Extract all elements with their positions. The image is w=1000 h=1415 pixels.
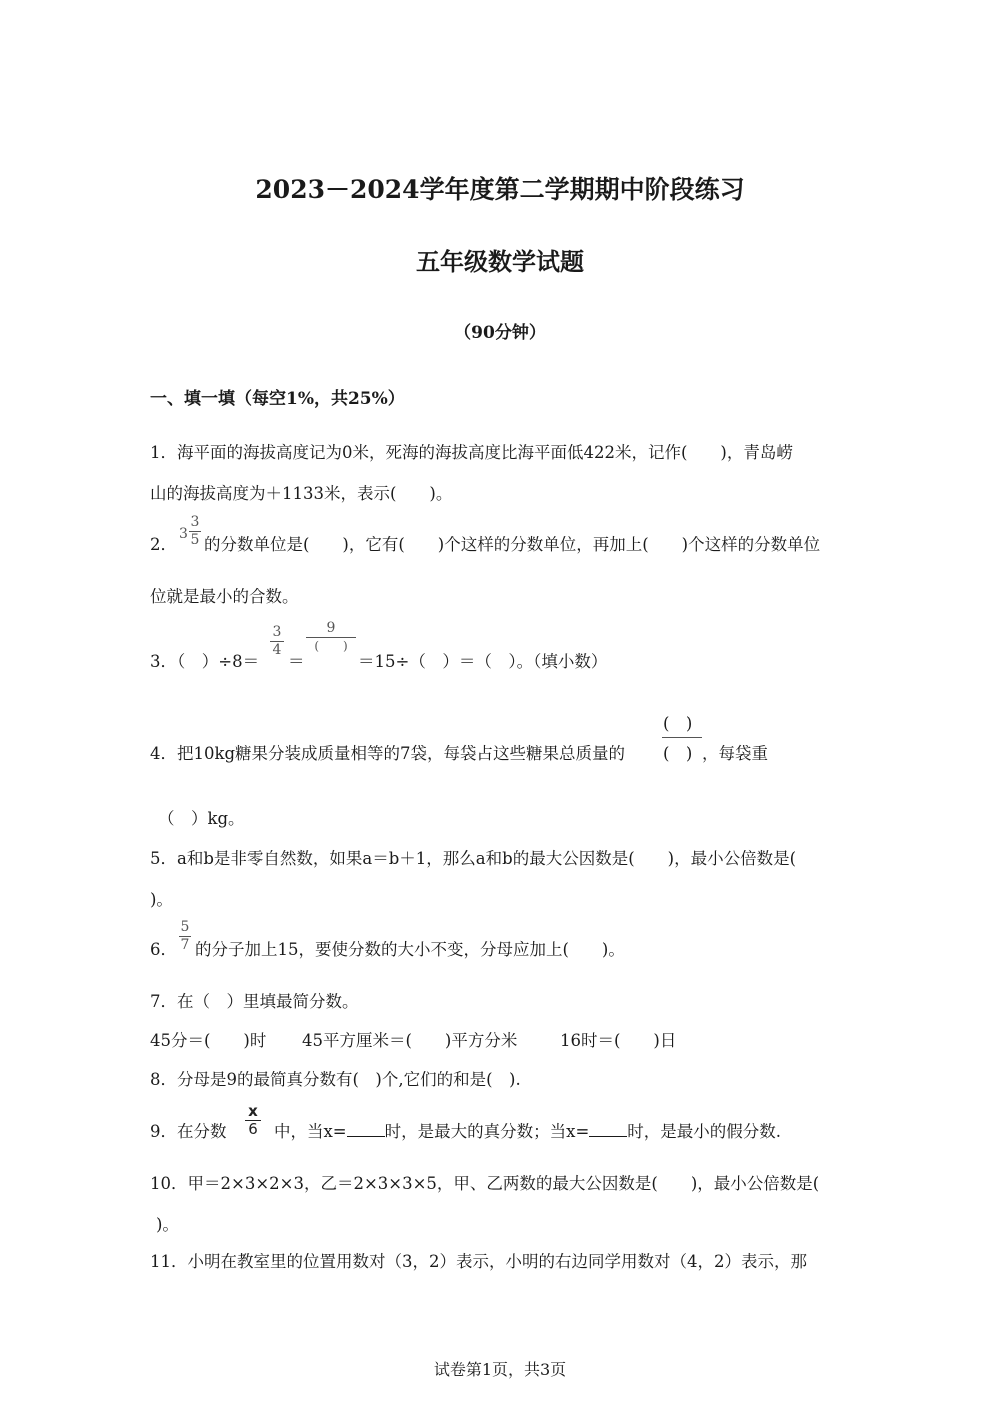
question-3-fraction-1 [270, 624, 284, 659]
exam-subtitle: 五年级数学试题 [416, 247, 584, 276]
question-2-text: 的分数单位是( )，它有( )个这样的分数单位，再加上( )个这样的分数单位 [204, 535, 821, 554]
question-8-line-1: 8．分母是9的最简真分数有( )个,它们的和是( ). [150, 1070, 521, 1089]
fraction-denominator: 5 [190, 532, 200, 548]
question-4-text: 4．把10kg糖果分装成质量相等的7袋，每袋占这些糖果总质量的 [150, 744, 626, 763]
fraction-numerator: 3 [190, 514, 200, 530]
question-11-line-1: 11．小明在教室里的位置用数对（3，2）表示，小明的右边同学用数对（4，2）表示，那 [150, 1252, 807, 1271]
question-5-line-1: 5．a和b是非零自然数，如果a＝b＋1，那么a和b的最大公因数是( )，最小公倍数是( [150, 849, 797, 868]
fraction-numerator: 9 [326, 620, 336, 636]
question-5-line-2: )。 [150, 890, 173, 909]
page-footer: 试卷第1页，共3页 [433, 1360, 567, 1379]
fraction-denominator: ( ) [314, 639, 348, 653]
fraction-denominator: 7 [180, 937, 190, 953]
question-3-part-2: ＝15÷（ ）＝（ ）。（填小数） [358, 652, 608, 671]
question-4-fraction-bar [662, 737, 702, 738]
fraction-numerator: x [248, 1102, 258, 1120]
question-6-fraction [179, 919, 191, 954]
fraction-numerator: 5 [180, 919, 190, 935]
answer-blank-1[interactable] [347, 1122, 385, 1137]
mixed-number-whole: 3 [179, 526, 188, 542]
question-9-text [274, 1118, 781, 1142]
question-6-number: 6． [150, 940, 177, 959]
question-7-item-2: 45平方厘米＝( )平方分米 [302, 1031, 518, 1050]
exam-duration: （90分钟） [454, 323, 546, 343]
question-3-fraction-2 [306, 620, 356, 655]
question-4-line-2: （ ）kg。 [158, 809, 245, 828]
question-4-fraction-denominator: ( ) [663, 744, 693, 763]
question-9-prefix: 9．在分数 [150, 1122, 227, 1141]
section-heading: 一、填一填（每空1%，共25%） [150, 389, 405, 409]
question-2-line-2: 位就是最小的合数。 [150, 587, 299, 606]
question-7-item-1: 45分＝( )时 [150, 1031, 267, 1050]
answer-blank-2[interactable] [589, 1122, 627, 1137]
question-3-part-1: 3．（ ）÷8＝ [150, 652, 260, 671]
question-1-line-1: 1．海平面的海拔高度记为0米，死海的海拔高度比海平面低422米，记作( )，青岛崂 [150, 443, 793, 462]
fraction-denominator: 4 [272, 642, 282, 658]
question-4-fraction-numerator: ( ) [663, 714, 693, 733]
question-9-part-3: 时，是最小的假分数. [627, 1122, 782, 1141]
question-3-equals: ＝ [288, 652, 305, 671]
question-4-text-after: ，每袋重 [702, 744, 768, 763]
mixed-number-fraction [189, 514, 201, 549]
question-9-part-2: 时，是最大的真分数；当x= [384, 1122, 590, 1141]
exam-title: 2023－2024学年度第二学期期中阶段练习 [255, 175, 745, 204]
question-9-part-1: 中，当x= [274, 1122, 347, 1141]
question-10-line-2: )。 [156, 1215, 179, 1234]
fraction-denominator: 6 [248, 1120, 258, 1138]
question-7-item-3: 16时＝( )日 [560, 1031, 677, 1050]
question-10-line-1: 10．甲＝2×3×2×3，乙＝2×3×3×5，甲、乙两数的最大公因数是( )，最小公倍数是( [150, 1174, 820, 1193]
question-2-number: 2． [150, 535, 177, 554]
fraction-numerator: 3 [272, 624, 282, 640]
question-7-line-1: 7．在（ ）里填最简分数。 [150, 992, 359, 1011]
question-6-text: 的分子加上15，要使分数的大小不变，分母应加上( )。 [195, 940, 625, 959]
question-1-line-2: 山的海拔高度为＋1133米，表示( )。 [150, 484, 453, 503]
question-9-fraction [245, 1103, 261, 1138]
